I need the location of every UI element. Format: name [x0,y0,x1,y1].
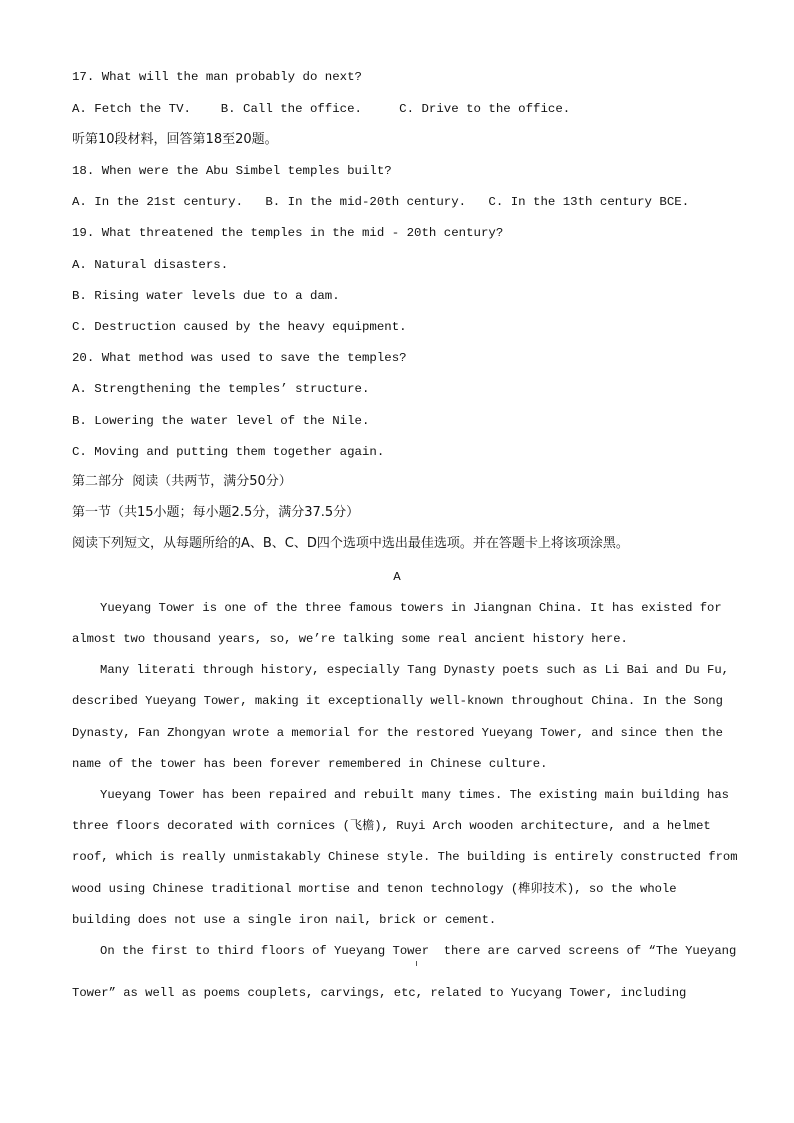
paragraph-2-line-1: Many literati through history, especially Tang Dynasty poets such as Li Bai and Du Fu, [100,663,729,677]
question-19-stem: 19. What threatened the temples in the mid - 20th century? [72,226,504,240]
paragraph-3-line-2: three floors decorated with cornices (飞檐), Ruyi Arch wooden architecture, and a helmet [72,819,711,833]
question-20-option-a: A. Strengthening the temples’ structure. [72,382,370,396]
reading-instruction: 阅读下列短文，从每题所给的A、B、C、D四个选项中选出最佳选项。并在答题卡上将该项涂黑。 [72,536,629,551]
paragraph-3-line-5: building does not use a single iron nail, brick or cement. [72,913,497,927]
question-19-option-c: C. Destruction caused by the heavy equipment. [72,320,407,334]
question-17-options: A. Fetch the TV. B. Call the office. C. Drive to the office. [72,102,571,116]
question-18-stem: 18. When were the Abu Simbel temples built? [72,164,392,178]
listening-material-10-heading: 听第10段材料，回答第18至20题。 [72,132,278,147]
question-20-option-b: B. Lowering the water level of the Nile. [72,414,370,428]
question-17-stem: 17. What will the man probably do next? [72,70,362,84]
paragraph-3-line-3: roof, which is really unmistakably Chinese style. The building is entirely constructed from [72,850,738,864]
paragraph-2-line-4: name of the tower has been forever remembered in Chinese culture. [72,757,548,771]
paragraph-3-line-4: wood using Chinese traditional mortise and tenon technology (榫卯技术), so the whole [72,882,677,896]
question-20-option-c: C. Moving and putting them together again. [72,445,385,459]
question-18-options: A. In the 21st century. B. In the mid-20th century. C. In the 13th century BCE. [72,195,690,209]
paragraph-4-line-1: On the first to third floors of Yueyang Tower there are carved screens of “The Yueyang [100,944,737,958]
paragraph-3-line-1: Yueyang Tower has been repaired and rebuilt many times. The existing main building has [100,788,729,802]
stray-mark [416,961,417,966]
question-19-option-b: B. Rising water levels due to a dam. [72,289,340,303]
section-one-heading: 第一节（共15小题；每小题2.5分，满分37.5分） [72,505,360,520]
paragraph-2-line-2: described Yueyang Tower, making it exceptionally well-known throughout China. In the Song [72,694,723,708]
passage-label: A [393,570,401,584]
paragraph-2-line-3: Dynasty, Fan Zhongyan wrote a memorial for the restored Yueyang Tower, and since then the [72,726,723,740]
paragraph-1-line-1: Yueyang Tower is one of the three famous towers in Jiangnan China. It has existed for [100,601,722,615]
paragraph-1-line-2: almost two thousand years, so, we’re talking some real ancient history here. [72,632,628,646]
question-19-option-a: A. Natural disasters. [72,258,229,272]
part-two-heading: 第二部分 阅读（共两节，满分50分） [72,474,292,489]
paragraph-4-line-2: Tower” as well as poems couplets, carvings, etc, related to Yucyang Tower, including [72,986,687,1000]
question-20-stem: 20. What method was used to save the temples? [72,351,407,365]
